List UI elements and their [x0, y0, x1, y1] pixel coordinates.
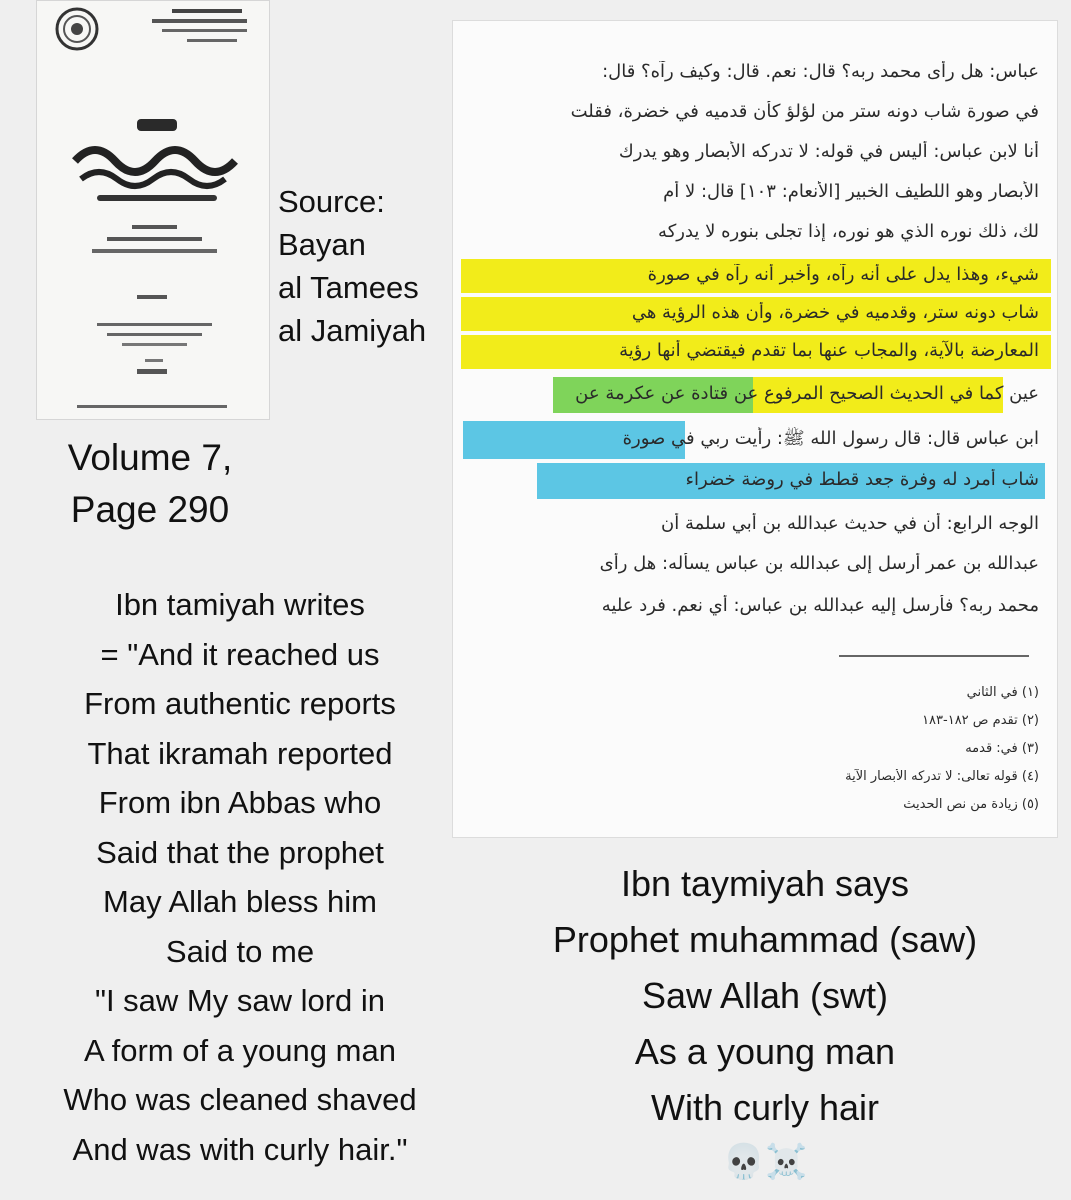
scan-line: في صورة شاب دونه ستر من لؤلؤ كأن قدميه في خضرة، فقلت: [570, 101, 1039, 122]
caption-line: With curly hair: [650, 1087, 880, 1128]
scan-line: شاب أمرد له وفرة جعد قطط في روضة خضراء: [685, 469, 1039, 490]
source-line: Source:: [278, 184, 385, 219]
scan-line: محمد ربه؟ فأرسل إليه عبدالله بن عباس: أي نعم. فرد عليه: [601, 595, 1039, 616]
footnote-divider: [839, 655, 1029, 657]
skull-emoji-icon: 💀☠️: [722, 1142, 808, 1182]
scan-line: الوجه الرابع: أن في حديث عبدالله بن أبي سلمة أن: [661, 513, 1039, 534]
quote-line: Said that the prophet: [96, 834, 384, 870]
quote-line: From ibn Abbas who: [98, 785, 382, 820]
book-cover-image: [36, 0, 270, 420]
caption-line: Ibn taymiyah says: [620, 863, 910, 904]
caption-line: Prophet muhammad (saw): [552, 919, 978, 960]
scan-line: عبدالله بن عمر أرسل إلى عبدالله بن عباس يسأله: هل رأى: [599, 553, 1039, 574]
volume-line: Volume 7,: [67, 437, 233, 478]
book-cover-art: [37, 1, 270, 420]
caption-line: Saw Allah (swt): [641, 975, 889, 1016]
quote-line: That ikramah reported: [87, 735, 393, 771]
quote-line: "I saw My saw lord in: [94, 983, 386, 1018]
summary-caption: [470, 856, 1060, 1136]
quote-text: [10, 580, 470, 1174]
scan-line: عباس: هل رأى محمد ربه؟ قال: نعم. قال: وكيف رآه؟ قال:: [602, 61, 1039, 82]
quote-line: Said to me: [165, 933, 315, 969]
quote-line: Ibn tamiyah writes: [115, 587, 365, 622]
scan-line: ابن عباس قال: قال رسول الله ﷺ: رأيت ربي في صورة: [622, 428, 1039, 449]
source-caption: [278, 180, 458, 352]
page-line: Page 290: [70, 489, 230, 530]
footnote-line: (٤) قوله تعالى: لا تدركه الأبصار الآية: [845, 769, 1039, 784]
source-line: al Tamees: [278, 270, 419, 305]
scan-line: الأبصار وهو اللطيف الخبير [الأنعام: ١٠٣] قال: لا أم: [663, 181, 1039, 202]
footnote-line: (١) في الثاني: [966, 685, 1039, 700]
quote-line: And was with curly hair.": [72, 1131, 408, 1167]
quote-line: A form of a young man: [84, 1032, 396, 1068]
scan-line: شاب دونه ستر، وقدميه في خضرة، وأن هذه الرؤية هي: [631, 302, 1039, 323]
scan-line: المعارضة بالآية، والمجاب عنها بما تقدم فيقتضي أنها رؤية: [619, 340, 1039, 361]
quote-line: Who was cleaned shaved: [63, 1082, 417, 1117]
footnote-line: (٢) تقدم ص ١٨٢-١٨٣: [922, 713, 1039, 728]
scan-line: أنا لابن عباس: أليس في قوله: لا تدركه الأبصار وهو يدرك: [618, 141, 1039, 162]
volume-page-caption: [30, 432, 270, 536]
quote-line: May Allah bless him: [103, 884, 377, 919]
source-line: al Jamiyah: [278, 313, 427, 348]
scan-line: لك، ذلك نوره الذي هو نوره، إذا تجلى بنوره لا يدركه: [658, 221, 1039, 242]
quote-line: From authentic reports: [84, 686, 396, 721]
footnote-line: (٣) في: قدمه: [965, 741, 1039, 756]
caption-line: As a young man: [634, 1031, 896, 1072]
quote-line: = "And it reached us: [100, 636, 380, 672]
scanned-page-image: [452, 20, 1058, 838]
footnote-line: (٥) زيادة من نص الحديث: [903, 797, 1039, 812]
scan-line: عين كما في الحديث الصحيح المرفوع عن قتادة عن عكرمة عن: [575, 383, 1039, 404]
scan-line: شيء، وهذا يدل على أنه رآه، وأخبر أنه رآه في صورة: [647, 264, 1039, 285]
source-line: Bayan: [278, 227, 366, 262]
